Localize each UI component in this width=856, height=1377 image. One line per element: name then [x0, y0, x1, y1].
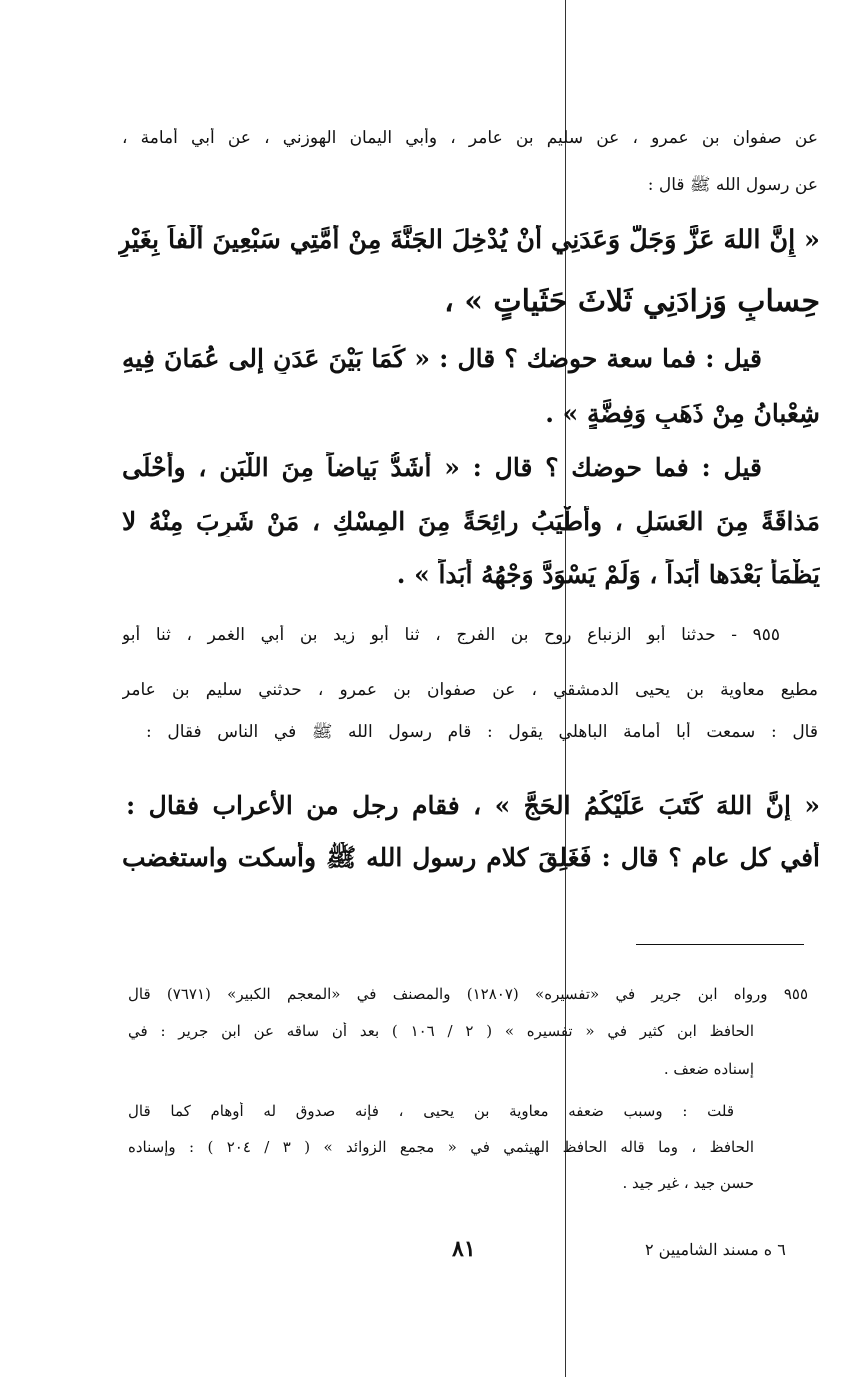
hadith-line: « إِنَّ اللهَ عَزَّ وَجَلَّ وَعَدَنِي أَنْ يُدْخِلَ الجَنَّةَ مِنْ أُمَّتِي سَبْعِينَ أَلْفاً بِغَيْرِ: [118, 225, 820, 255]
hadith-line: « إِنَّ اللهَ كَتَبَ عَلَيْكُمُ الحَجَّ » ، فقام رجل من الأعراب فقال :: [126, 791, 820, 820]
footnote-separator: [636, 944, 804, 945]
hadith-line: حِسابٍ وَزادَنِي ثَلاثَ حَثَياتٍ » ،: [444, 284, 820, 319]
footnote-line: إسناده ضعف .: [663, 1060, 754, 1078]
body-line: مَذاقَةً مِنَ العَسَلِ ، وأَطْيَبُ رائِحَةً مِنَ المِسْكِ ، مَنْ شَرِبَ مِنْهُ لا: [122, 507, 820, 536]
body-line: أفي كل عام ؟ قال : فَغَلِقَ كلام رسول الله ﷺ وأسكت واستغضب: [122, 843, 820, 872]
body-line: قيل : فما سعة حوضك ؟ قال : « كَمَا بَيْنَ عَدَنٍ إلى عُمَانَ فِيهِ: [122, 344, 762, 373]
hadith-heading-955: ٩٥٥ - حدثنا أبو الزنباع روح بن الفرج ، ثنا أبو زيد بن أبي الغمر ، ثنا أبو: [122, 625, 780, 645]
body-line: شِعْبانُ مِنْ ذَهَبٍ وَفِضَّةٍ » .: [545, 399, 820, 428]
signature-mark: ٦ ه مسند الشاميين ٢: [645, 1240, 786, 1259]
footnote-line: الحافظ ، وما قاله الحافظ الهيثمي في « مجمع الزوائد » ( ٣ / ٢٠٤ ) : وإسناده: [128, 1138, 754, 1156]
body-line: عن صفوان بن عمرو ، عن سليم بن عامر ، وأبي اليمان الهوزني ، عن أبي أمامة ،: [122, 128, 818, 148]
body-line: يَظْمَأُ بَعْدَها أَبَداً ، وَلَمْ يَسْوَدَّ وَجْهُهُ أَبَداً » .: [396, 560, 820, 589]
body-line: قيل : فما حوضك ؟ قال : « أَشَدُّ بَياضاً مِنَ اللَّبَنِ ، وأَحْلَى: [122, 453, 762, 482]
footnote-line: ٩٥٥ ورواه ابن جرير في «تفسيره» (١٢٨٠٧) والمصنف في «المعجم الكبير» (٧٦٧١) قال: [128, 985, 808, 1003]
body-line: قال : سمعت أبا أمامة الباهلي يقول : قام رسول الله ﷺ في الناس فقال :: [146, 722, 818, 742]
footnote-line: قلت : وسبب ضعفه معاوية بن يحيى ، فإنه صدوق له أوهام كما قال: [128, 1102, 734, 1120]
body-line: عن رسول الله ﷺ قال :: [647, 175, 818, 195]
footnote-line: الحافظ ابن كثير في « تفسيره » ( ٢ / ١٠٦ ) بعد أن ساقه عن ابن جرير : في: [128, 1022, 754, 1040]
footnote-line: حسن جيد ، غير جيد .: [622, 1174, 754, 1192]
page-number: ٨١: [452, 1236, 476, 1262]
body-line: مطيع معاوية بن يحيى الدمشقي ، عن صفوان بن عمرو ، حدثني سليم بن عامر: [122, 680, 818, 700]
